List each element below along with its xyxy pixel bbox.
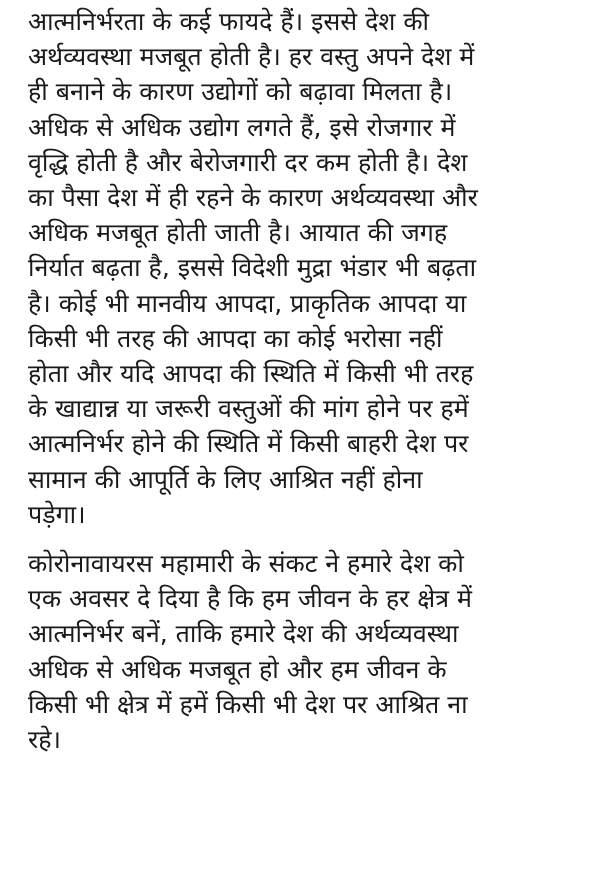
text-line: है। कोई भी मानवीय आपदा, प्राकृतिक आपदा या	[28, 288, 467, 318]
text-line: ही बनाने के कारण उद्योगों को बढ़ावा मिलता है।	[28, 77, 453, 107]
text-line: एक अवसर दे दिया है कि हम जीवन के हर क्षेत्र में	[28, 584, 472, 614]
text-line: वृद्धि होती है और बेरोजगारी दर कम होती है। देश	[28, 147, 468, 177]
paragraph-1	[28, 4, 583, 532]
text-line: आत्मनिर्भर बनें, ताकि हमारे देश की अर्थव्यवस्था	[28, 619, 459, 649]
text-line: निर्यात बढ़ता है, इससे विदेशी मुद्रा भंडार भी बढ़ता	[28, 253, 477, 283]
text-line: अधिक से अधिक मजबूत हो और हम जीवन के	[28, 654, 447, 684]
text-line: का पैसा देश में ही रहने के कारण अर्थव्यवस्था और	[28, 183, 478, 213]
text-line: के खाद्यान्न या जरूरी वस्तुओं की मांग होने पर हमें	[28, 394, 469, 424]
text-line: किसी भी तरह की आपदा का कोई भरोसा नहीं	[28, 323, 443, 353]
text-line: कोरोनावायरस महामारी के संकट ने हमारे देश को	[28, 549, 464, 579]
text-line: किसी भी क्षेत्र में हमें किसी भी देश पर आश्रित ना	[28, 689, 468, 719]
text-line: अधिक से अधिक उद्योग लगते हैं, इसे रोजगार में	[28, 112, 456, 142]
text-line: सामान की आपूर्ति के लिए आश्रित नहीं होना	[28, 464, 423, 494]
text-line: पड़ेगा।	[28, 499, 86, 529]
text-line: रहे।	[28, 725, 61, 755]
text-line: आत्मनिर्भर होने की स्थिति में किसी बाहरी देश पर	[28, 429, 469, 459]
paragraph-2	[28, 546, 583, 757]
text-line: आत्मनिर्भरता के कई फायदे हैं। इससे देश की	[28, 7, 430, 36]
text-line: होता और यदि आपदा की स्थिति में किसी भी तरह	[28, 359, 474, 389]
text-line: अर्थव्यवस्था मजबूत होती है। हर वस्तु अपने देश में	[28, 42, 475, 72]
text-line: अधिक मजबूत होती जाती है। आयात की जगह	[28, 218, 448, 248]
